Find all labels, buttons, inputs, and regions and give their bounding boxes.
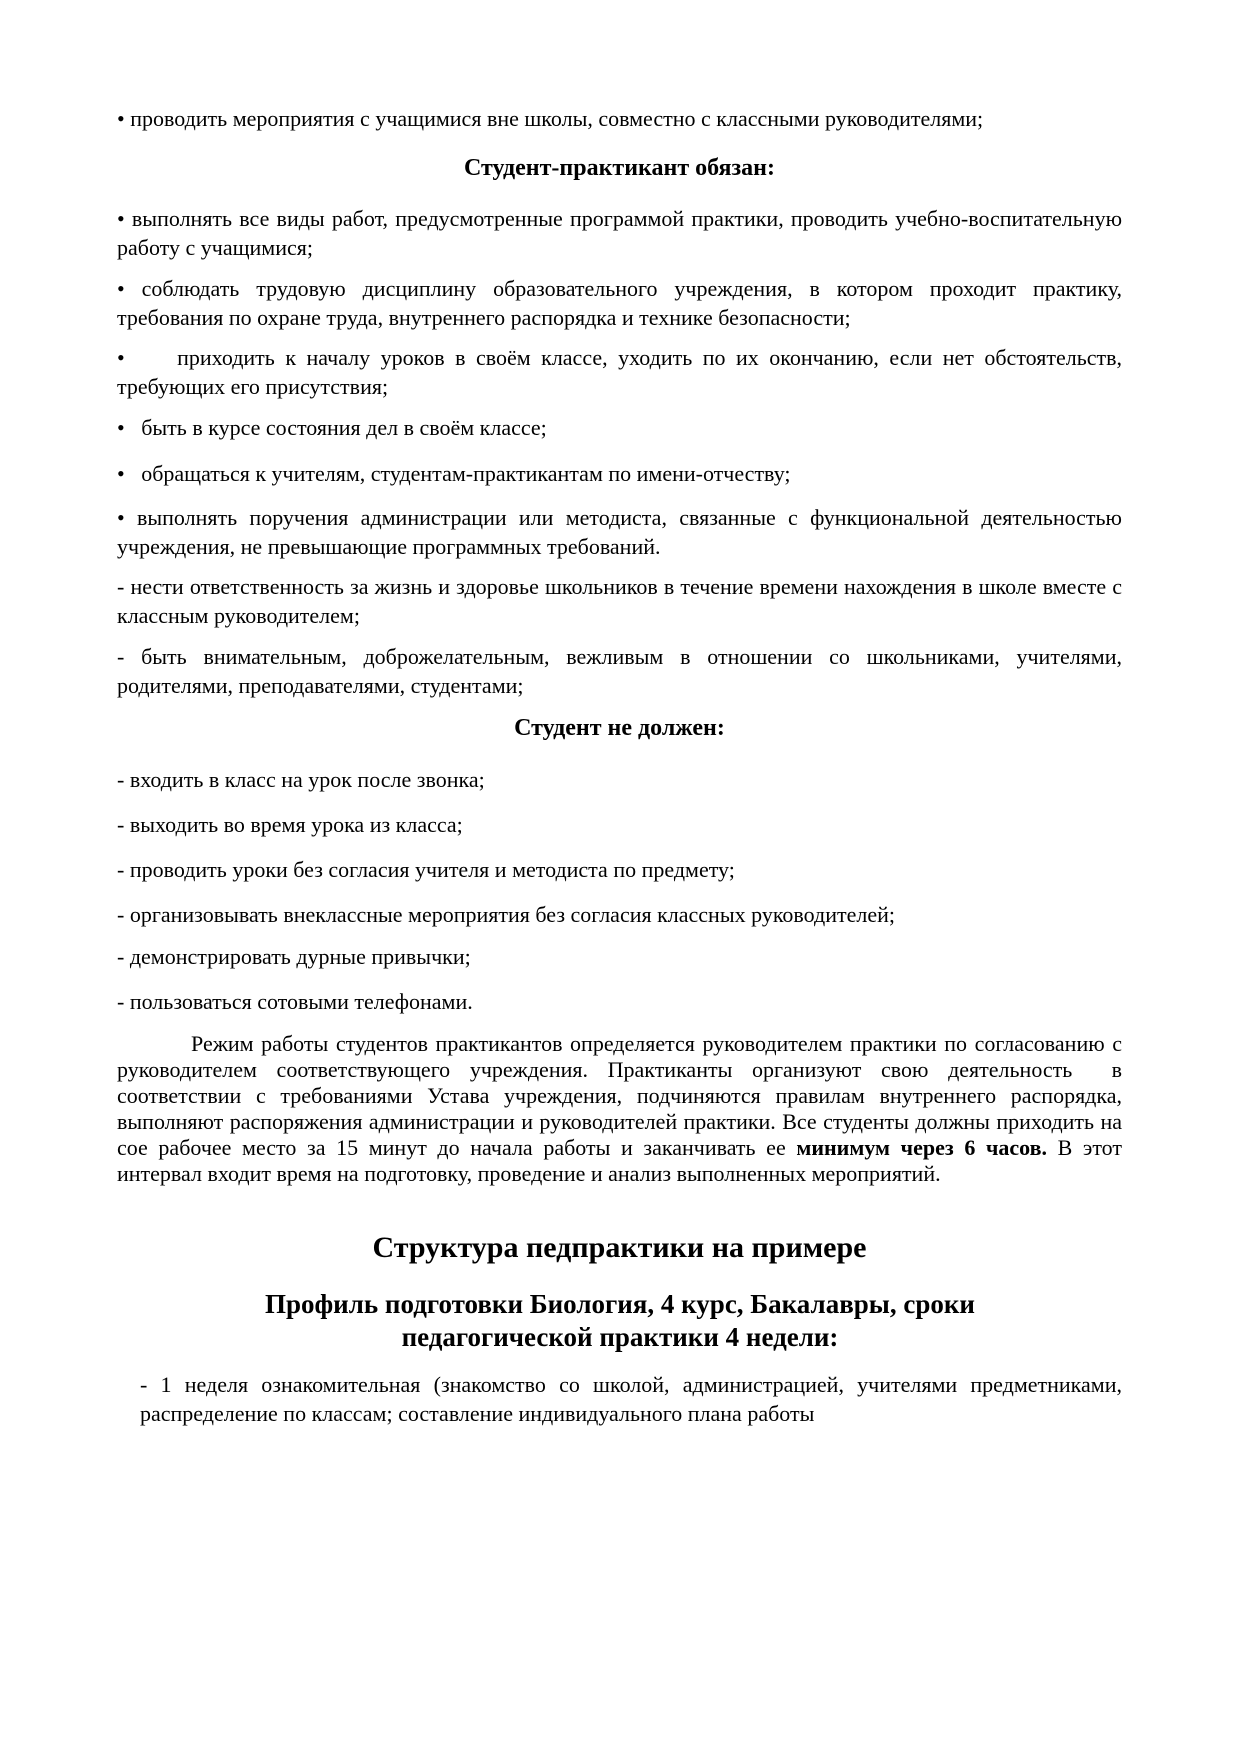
work-mode-text-end: В этот интервал входит время на подготовку, проведение и анализ выполненных мероприятий. xyxy=(117,1135,1128,1186)
obligation-item: - быть внимательным, доброжелательным, вежливым в отношении со школьниками, учителями, родителями, преподавателями, студентами; xyxy=(117,644,1122,698)
structure-item: - 1 неделя ознакомительная (знакомство со школой, администрацией, учителями предметниками, распределение по классам; составление индивидуального плана работы xyxy=(140,1372,1122,1426)
obligation-item: • соблюдать трудовую дисциплину образовательного учреждения, в котором проходит практику, требования по охране труда, внутреннего распорядка и технике безопасности; xyxy=(117,276,1122,330)
obligation-item: • быть в курсе состояния дел в своём классе; xyxy=(117,415,547,440)
prohibition-item: - проводить уроки без согласия учителя и методиста по предмету; xyxy=(117,857,735,882)
prohibition-item: - пользоваться сотовыми телефонами. xyxy=(117,989,473,1014)
obligation-item: • выполнять все виды работ, предусмотренные программой практики, проводить учебно-воспитательную работу с учащимися; xyxy=(117,206,1122,260)
work-mode-bold-text: минимум через 6 часов. xyxy=(796,1135,1047,1160)
section-heading-prohibitions: Студент не должен: xyxy=(514,715,725,741)
section-subheading-profile: Профиль подготовки Биология, 4 курс, Бакалавры, сроки педагогической практики 4 недели: xyxy=(264,1289,975,1352)
section-heading-obligations: Студент-практикант обязан: xyxy=(464,155,775,181)
prohibition-item: - выходить во время урока из класса; xyxy=(117,812,463,837)
section-heading-structure: Структура педпрактики на примере xyxy=(372,1231,867,1264)
obligation-item: • приходить к началу уроков в своём классе, уходить по их окончанию, если нет обстоятельств, требующих его присутствия; xyxy=(117,345,1128,399)
intro-list-item: • проводить мероприятия с учащимися вне школы, совместно с классными руководителями; xyxy=(117,106,984,131)
work-mode-paragraph xyxy=(117,1031,1128,1187)
prohibition-item: - демонстрировать дурные привычки; xyxy=(117,944,471,969)
obligation-item: • выполнять поручения администрации или методиста, связанные с функциональной деятельностью учреждения, не превышающие программных требований. xyxy=(117,505,1122,559)
obligation-item: • обращаться к учителям, студентам-практикантам по имени-отчеству; xyxy=(117,461,791,486)
obligation-item: - нести ответственность за жизнь и здоровье школьников в течение времени нахождения в школе вместе с классным руководителем; xyxy=(117,574,1122,628)
prohibition-item: - организовывать внеклассные мероприятия без согласия классных руководителей; xyxy=(117,902,895,927)
work-mode-text: Режим работы студентов практикантов определяется руководителем практики по согласованию с руководителем соответствующего учреждения. Практиканты организуют свою деятельность в соответствии с требованиями Устава учреждения, подчиняются правилам внутреннего распорядка, выполняют распоряжения администрации и руководителей практики. Все студенты должны приходить на сое рабочее место за 15 минут до начала работы и заканчивать ее xyxy=(117,1031,1128,1160)
prohibition-item: - входить в класс на урок после звонка; xyxy=(117,767,485,792)
